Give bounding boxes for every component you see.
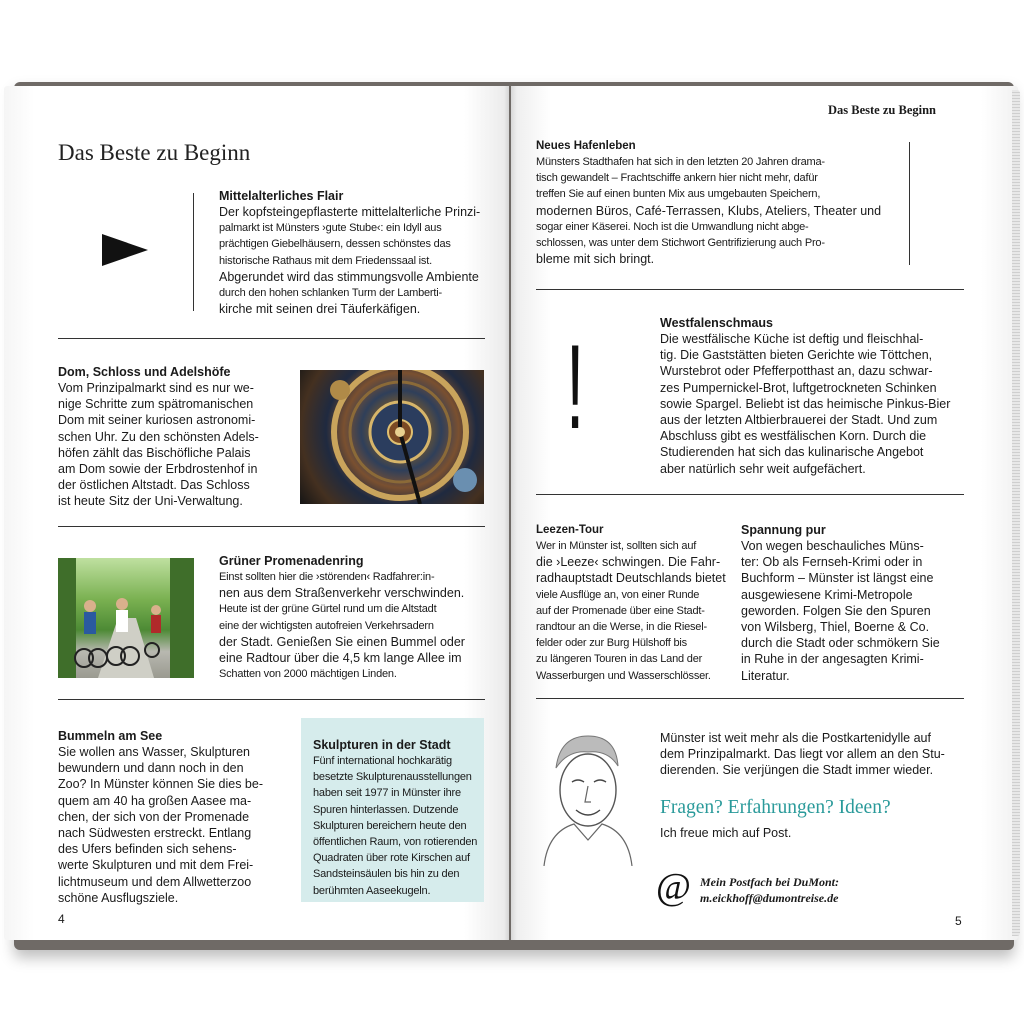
text-line: lichtmuseum und dem Allwetterzoo: [58, 874, 252, 889]
text-line: öffentlichen Raum, von rotierenden: [313, 836, 478, 849]
page-title: Das Beste zu Beginn: [58, 140, 251, 165]
text-line: schöne Ausflugsziele.: [58, 890, 179, 905]
text-line: aber natürlich sehr weit aufgefächert.: [660, 461, 866, 476]
at-sign-icon: @: [656, 866, 691, 908]
text-line: schlossen, was unter dem Stichwort Gentrifizierung auch Pro-: [536, 237, 825, 250]
text-line: Wer in Münster ist, sollten sich auf: [536, 540, 697, 552]
text-line: felder oder zur Burg Hülshoff bis: [536, 637, 687, 650]
text-line: der östlichen Altstadt. Das Schloss: [58, 478, 250, 493]
text-line: schen Uhr. Zu den schönsten Adels-: [58, 429, 259, 444]
page-edges: [1012, 90, 1020, 936]
section-heading: Grüner Promenadenring: [219, 554, 364, 568]
text-line: Dom mit seiner kuriosen astronomi-: [58, 413, 256, 428]
text-line: Von wegen beschauliches Müns-: [741, 539, 924, 553]
text-line: Literatur.: [741, 668, 790, 683]
text-line: nach Südwesten erstreckt. Entlang: [58, 826, 252, 841]
text-line: werte Skulpturen und mit dem Frei-: [58, 858, 254, 873]
text-line: eine der wichtigsten autofreien Verkehrsadern: [219, 619, 434, 632]
text-line: am Dom sowie der Erbdrostenhof in: [58, 462, 258, 477]
text-line: Skulpturen bereichern heute den: [313, 819, 467, 832]
text-line: quem am 40 ha großen Aasee ma-: [58, 793, 252, 808]
text-line: in Ruhe in der angesagten Krimi-: [741, 652, 924, 667]
text-line: berühmten Aaseekugeln.: [313, 884, 431, 897]
divider: [58, 526, 485, 527]
text-line: Die westfälische Küche ist deftig und fleischhal-: [660, 332, 924, 346]
text-line: des Ufers befinden sich sehens-: [58, 842, 237, 857]
text-line: dierenden. Sie verjüngen die Stadt immer wieder.: [660, 763, 934, 778]
text-line: aus der letzten Altbierbrauerei der Stadt. Und zum: [660, 413, 938, 428]
section-heading: Dom, Schloss und Adelshöfe: [58, 365, 231, 379]
text-line: Münsters Stadthafen hat sich in den letzten 20 Jahren drama-: [536, 156, 825, 168]
text-line: Sie wollen ans Wasser, Skulpturen: [58, 745, 250, 759]
divider: [58, 699, 485, 700]
section-mittelalter: [219, 189, 485, 317]
triangle-pointer-icon: [102, 234, 148, 266]
divider: [536, 698, 964, 699]
text-line: ist heute Sitz der Uni-Verwaltung.: [58, 494, 243, 509]
text-line: palmarkt ist Münsters ›gute Stube‹: ein Idyll aus: [219, 222, 442, 235]
divider: [58, 338, 485, 339]
section-leezen: [536, 523, 726, 684]
author-portrait: [538, 728, 634, 866]
text-line: besetzte Skulpturenausstellungen: [313, 771, 472, 784]
text-line: durch die Stadt oder schmökern Sie: [741, 636, 940, 651]
text-line: Quadraten über rote Kirschen auf: [313, 852, 470, 865]
sign-off: Ich freue mich auf Post.: [660, 826, 792, 840]
text-line: ausgewiesene Krimi-Metropole: [741, 587, 913, 602]
section-heading: Leezen-Tour: [536, 524, 604, 536]
text-line: zu längeren Touren in das Land der: [536, 653, 703, 666]
text-line: Studierenden hat sich das kulinarische Angebot: [660, 445, 924, 460]
text-line: dem Prinzipalmarkt. Das liegt vor allem an den Stu-: [660, 747, 945, 762]
section-heading: Mittelalterliches Flair: [219, 189, 344, 203]
text-line: die ›Leeze‹ schwingen. Die Fahr-: [536, 555, 721, 570]
text-line: nige Schritte zum spätromanischen: [58, 397, 254, 412]
vertical-rule: [909, 142, 910, 265]
page-number-left: 4: [58, 912, 65, 926]
section-dom: [58, 365, 292, 510]
text-line: Abschluss gibt es westfälischen Korn. Durch die: [660, 429, 927, 444]
text-line: bleme mit sich bringt.: [536, 252, 655, 267]
text-line: zes Pumpernickel-Brot, luftgetrockneten Schinken: [660, 380, 937, 395]
text-line: Wurstebrot oder Pfefferpotthast an, dazu schwar-: [660, 364, 933, 379]
section-promenade: [219, 554, 487, 682]
text-line: höfen zählt das Bischöfliche Palais: [58, 445, 251, 460]
text-line: treffen Sie auf einen bunten Mix aus umgebauten Speichern,: [536, 188, 821, 201]
page-number-right: 5: [955, 914, 962, 928]
section-heading: Spannung pur: [741, 523, 826, 537]
text-line: Buchform – Münster ist längst eine: [741, 571, 934, 586]
section-westfalen: [660, 316, 966, 477]
text-line: sogar einer Käserei. Noch ist die Umwandlung nicht abge-: [536, 220, 809, 233]
text-line: Der kopfsteingepflasterte mittelalterliche Prinzi-: [219, 205, 481, 219]
text-line: Schatten von 2000 mächtigen Linden.: [219, 668, 397, 681]
questions-heading: Fragen? Erfahrungen? Ideen?: [660, 797, 891, 818]
section-see: [58, 729, 293, 906]
section-heading: Bummeln am See: [58, 729, 163, 743]
vertical-rule: [193, 193, 194, 311]
text-line: Zoo? In Münster können Sie dies be-: [58, 777, 263, 792]
text-line: eine Radtour über die 4,5 km lange Allee im: [219, 651, 462, 666]
text-line: modernen Büros, Café-Terrassen, Klubs, Ateliers, Theater und: [536, 203, 882, 218]
text-line: Heute ist der grüne Gürtel rund um die Altstadt: [219, 603, 437, 616]
divider: [536, 289, 964, 290]
text-line: tig. Die Gaststätten bieten Gerichte wie Töttchen,: [660, 348, 933, 363]
text-line: von Wilsberg, Thiel, Boerne & Co.: [741, 620, 930, 635]
text-line: bewundern und dann noch in den: [58, 761, 244, 776]
divider: [536, 494, 964, 495]
text-line: der Stadt. Genießen Sie einen Bummel oder: [219, 634, 465, 649]
text-line: chen, der sich von der Promenade: [58, 809, 250, 824]
postbox-label: Mein Postfach bei DuMont:: [700, 875, 840, 889]
section-heading: Skulpturen in der Stadt: [313, 738, 451, 752]
text-line: geworden. Folgen Sie den Spuren: [741, 603, 931, 618]
text-line: ter: Ob als Fernseh-Krimi oder in: [741, 555, 923, 570]
text-line: randtour an die Werse, in die Riesel-: [536, 621, 707, 634]
text-line: kirche mit seinen drei Täuferkäfigen.: [219, 302, 421, 317]
text-line: sowie Spargel. Beliebt ist das heimische Pinkus-Bier: [660, 396, 951, 411]
author-intro: [660, 730, 966, 779]
section-heading: Neues Hafenleben: [536, 140, 636, 152]
text-line: viele Ausflüge an, von einer Runde: [536, 588, 700, 601]
text-line: Fünf international hochkarätig: [313, 755, 452, 767]
cyclists-promenade-photo: [58, 558, 194, 678]
text-line: durch den hohen schlanken Turm der Lamberti-: [219, 287, 442, 300]
text-line: Abgerundet wird das stimmungsvolle Ambiente: [219, 269, 479, 284]
text-line: Spuren hinterlassen. Dutzende: [313, 803, 459, 816]
text-line: radhauptstadt Deutschlands bietet: [536, 571, 726, 586]
text-line: Sandsteinsäulen bis hin zu den: [313, 868, 460, 881]
postbox-email[interactable]: m.eickhoff@dumontreise.de: [700, 891, 839, 905]
text-line: auf der Promenade über eine Stadt-: [536, 604, 705, 617]
section-hafen: [536, 139, 896, 267]
text-line: Münster ist weit mehr als die Postkartenidylle auf: [660, 731, 931, 745]
info-box-skulpturen: [301, 718, 484, 902]
text-line: haben seit 1977 in Münster ihre: [313, 787, 461, 800]
text-line: Vom Prinzipalmarkt sind es nur we-: [58, 381, 254, 395]
text-line: nen aus dem Straßenverkehr verschwinden.: [219, 586, 465, 601]
text-line: prächtigen Giebelhäusern, dessen schönstes das: [219, 238, 451, 251]
text-line: Einst sollten hier die ›störenden‹ Radfahrer:in-: [219, 571, 435, 583]
text-line: Wasserburgen und Wasserschlösser.: [536, 669, 711, 682]
exclamation-icon: !: [566, 320, 585, 454]
astronomical-clock-photo: [300, 370, 484, 504]
text-line: tisch gewandelt – Frachtschiffe ankern hier nicht mehr, dafür: [536, 172, 818, 185]
section-spannung: [741, 523, 967, 684]
text-line: historische Rathaus mit dem Friedenssaal ist.: [219, 254, 432, 267]
postbox: [700, 874, 839, 906]
running-head: Das Beste zu Beginn: [828, 103, 936, 117]
section-heading: Westfalenschmaus: [660, 316, 774, 330]
